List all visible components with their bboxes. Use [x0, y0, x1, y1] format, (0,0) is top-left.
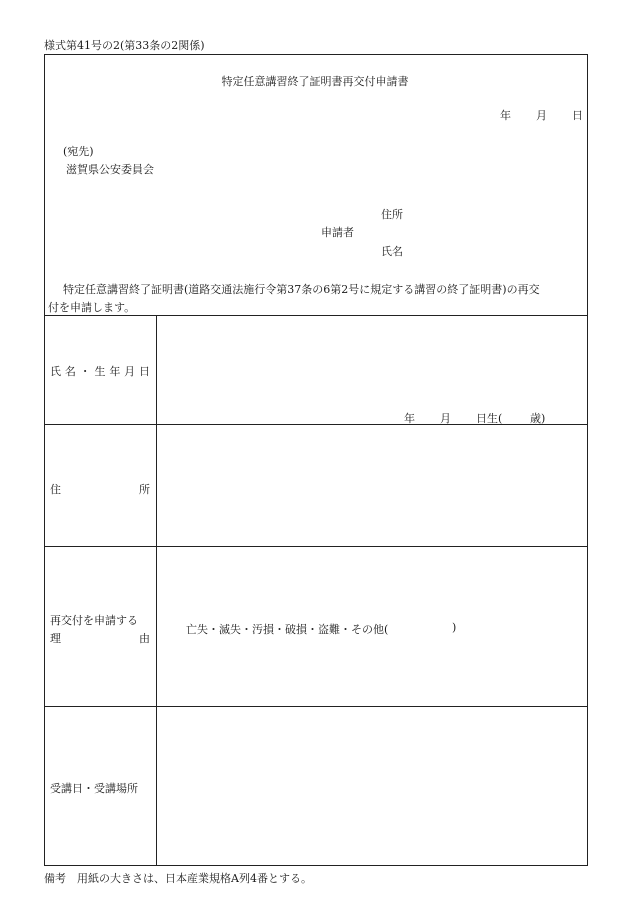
row-divider-1 — [44, 424, 588, 425]
date-month-label: 月 — [536, 109, 547, 122]
applicant-name-label: 氏名 — [381, 245, 403, 258]
age-label: 歳) — [530, 412, 546, 425]
birth-day-label: 日生( — [476, 412, 503, 425]
birth-month-label: 月 — [440, 412, 451, 425]
document-title: 特定任意講習終了証明書再交付申請書 — [221, 75, 409, 88]
request-text-line1: 特定任意講習終了証明書(道路交通法施行令第37条の6第2号に規定する講習の終了証明書)の再交 — [63, 283, 540, 296]
row-divider-2 — [44, 546, 588, 547]
venue-label: 受講日・受講場所 — [50, 782, 138, 795]
date-year-label: 年 — [500, 109, 511, 122]
reason-label-line2: 理 由 — [50, 632, 150, 645]
reason-label-line1: 再交付を申請する — [50, 614, 138, 627]
applicant-address-label: 住所 — [381, 208, 403, 221]
row-divider-3 — [44, 706, 588, 707]
addressee-name: 滋賀県公安委員会 — [66, 163, 154, 176]
reason-other-close: ) — [452, 621, 457, 634]
birth-year-label: 年 — [404, 412, 415, 425]
reason-options: 亡失・滅失・汚損・破損・盗難・その他( — [186, 623, 389, 636]
date-day-label: 日 — [572, 109, 583, 122]
name-birth-label: 氏 名 ・ 生 年 月 日 — [50, 365, 150, 378]
form-label: 様式第41号の2(第33条の2関係) — [44, 39, 205, 52]
addressee-heading: (宛先) — [63, 145, 94, 158]
address-label: 住 所 — [50, 483, 150, 496]
column-divider — [156, 315, 157, 866]
applicant-label: 申請者 — [321, 226, 354, 239]
table-top-border — [44, 315, 588, 316]
request-text-line2: 付を申請します。 — [48, 301, 136, 314]
remarks-note: 備考 用紙の大きさは、日本産業規格A列4番とする。 — [44, 872, 312, 885]
